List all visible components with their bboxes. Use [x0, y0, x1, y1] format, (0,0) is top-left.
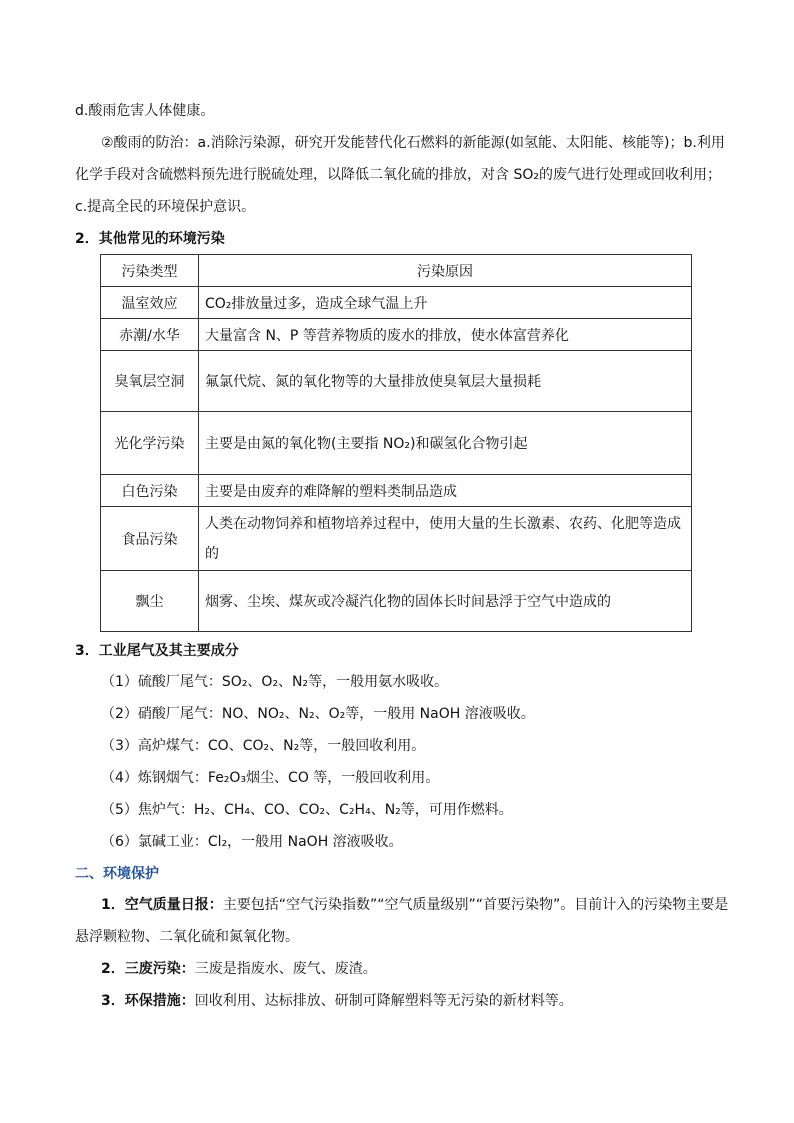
- table-row: [101, 319, 692, 351]
- eco-measures-text: 回收利用、达标排放、研制可降解塑料等无污染的新材料等。: [194, 993, 573, 1009]
- pollution-type: 温室效应: [101, 287, 199, 319]
- table-row: [101, 475, 692, 507]
- pollution-type: 臭氧层空洞: [101, 351, 199, 412]
- table-row: [101, 507, 692, 571]
- acid-rain-prevention-line3: c.提高全民的环境保护意识。: [75, 199, 256, 215]
- pollution-type: 光化学污染: [101, 412, 199, 475]
- pollution-cause: 人类在动物饲养和植物培养过程中，使用大量的生长激素、农药、化肥等造成的: [199, 507, 692, 571]
- eco-measures-label: 3．环保措施：: [101, 993, 195, 1009]
- pollution-cause: 大量富含 N、P 等营养物质的废水的排放，使水体富营养化: [199, 319, 692, 351]
- three-wastes-item: [101, 959, 377, 979]
- eco-measures-item: [101, 991, 573, 1011]
- header-type: 污染类型: [101, 255, 199, 287]
- three-wastes-text: 三废是指废水、废气、废渣。: [194, 961, 377, 977]
- list-item: （5）焦炉气：H₂、CH₄、CO、CO₂、C₂H₄、N₂等，可用作燃料。: [101, 802, 513, 818]
- list-item: （2）硝酸厂尾气：NO、NO₂、N₂、O₂等，一般用 NaOH 溶液吸收。: [101, 706, 535, 722]
- section3-heading: 3．工业尾气及其主要成分: [75, 643, 239, 659]
- part2-heading: 二、环境保护: [75, 866, 159, 882]
- pollution-cause: 烟雾、尘埃、煤灰或冷凝汽化物的固体长时间悬浮于空气中造成的: [199, 571, 692, 632]
- pollution-type: 赤潮/水华: [101, 319, 199, 351]
- header-cause: 污染原因: [199, 255, 692, 287]
- pollution-type: 飘尘: [101, 571, 199, 632]
- list-item: （4）炼钢烟气：Fe₂O₃烟尘、CO 等，一般回收利用。: [101, 770, 440, 786]
- table-row: [101, 571, 692, 632]
- air-quality-text-cont: 悬浮颗粒物、二氧化硫和氮氧化物。: [75, 929, 299, 945]
- list-item: （3）高炉煤气：CO、CO₂、N₂等，一般回收利用。: [101, 738, 426, 754]
- pollution-cause: 氟氯代烷、氮的氧化物等的大量排放使臭氧层大量损耗: [199, 351, 692, 412]
- pollution-table: [100, 254, 692, 632]
- table-header-row: [101, 255, 692, 287]
- list-item: （6）氯碱工业：Cl₂，一般用 NaOH 溶液吸收。: [101, 834, 403, 850]
- pollution-cause: 主要是由废弃的难降解的塑料类制品造成: [199, 475, 692, 507]
- pollution-type: 白色污染: [101, 475, 199, 507]
- acid-rain-prevention-line1: ②酸雨的防治：a.消除污染源，研究开发能替代化石燃料的新能源(如氢能、太阳能、核能等)；b.利用: [101, 135, 725, 151]
- pollution-cause: CO₂排放量过多，造成全球气温上升: [199, 287, 692, 319]
- list-item: （1）硫酸厂尾气：SO₂、O₂、N₂等，一般用氨水吸收。: [101, 674, 449, 690]
- acid-rain-prevention-line2: 化学手段对含硫燃料预先进行脱硫处理，以降低二氧化硫的排放，对含 SO₂的废气进行处理或回收利用；: [75, 167, 721, 183]
- air-quality-item: [101, 895, 728, 915]
- pollution-type: 食品污染: [101, 507, 199, 571]
- section2-heading: 2．其他常见的环境污染: [75, 231, 225, 247]
- three-wastes-label: 2．三废污染：: [101, 961, 195, 977]
- table-row: [101, 287, 692, 319]
- air-quality-label: 1．空气质量日报：: [101, 897, 223, 913]
- pollution-cause: 主要是由氮的氧化物(主要指 NO₂)和碳氢化合物引起: [199, 412, 692, 475]
- acid-rain-effect-d: d.酸雨危害人体健康。: [75, 103, 215, 119]
- table-row: [101, 412, 692, 475]
- air-quality-text: 主要包括“空气污染指数”“空气质量级别”“首要污染物”。目前计入的污染物主要是: [222, 897, 729, 913]
- table-row: [101, 351, 692, 412]
